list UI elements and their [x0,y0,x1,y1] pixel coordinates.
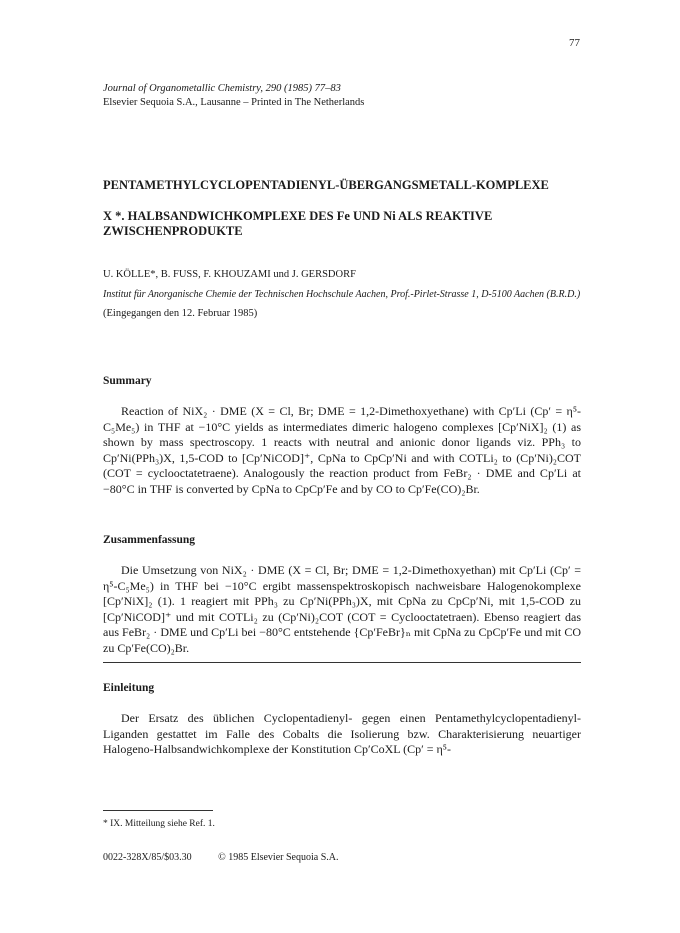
einleitung-text: Der Ersatz des üblichen Cyclopentadienyl- gegen einen Pentamethylcyclopentadienyl-Liganden gestattet im Falle des Cobalts die Isolierung bzw. Charakterisierung neuartiger Halogeno-Halbsandwichkomplexe der Konstitution Cp′CoXL (Cp′ = η⁵- [103,711,581,756]
page-number: 77 [569,37,580,49]
section-divider [103,662,581,663]
journal-line-2: Elsevier Sequoia S.A., Lausanne – Printed in The Netherlands [103,97,365,108]
summary-text: Reaction of NiX₂ · DME (X = Cl, Br; DME = 1,2-Dimethoxyethane) with Cp′Li (Cp′ = η⁵-C₅Me₅) in THF at −10°C yields as intermediates dimeric halogeno complexes [Cp′NiX]₂ (1) as shown by mass spectroscopy. 1 reacts with neutral and anionic donor ligands viz. PPh₃ to Cp′Ni(PPh₃)X, 1,5-COD to [Cp′NiCOD]⁺, CpNa to CpCp′Ni and with COTLi₂ to (Cp′Ni)₂COT (COT = cyclooctatetraene). Analogously the reaction product from FeBr₂ · DME and Cp′Li at −80°C in THF is converted by CpNa to CpCp′Fe and by CO to Cp′Fe(CO)₂Br. [103,404,581,496]
zusammenfassung-text: Die Umsetzung von NiX₂ · DME (X = Cl, Br; DME = 1,2-Dimethoxyethan) mit Cp′Li (Cp′ = η⁵-C₅Me₅) in THF bei −10°C ergibt massenspektroskopisch nachweisbare Halogenokomplexe [Cp′NiX]₂ (1). 1 reagiert mit PPh₃ zu Cp′Ni(PPh₃)X, mit CpNa zu CpCp′Ni, mit 1,5-COD zu [Cp′NiCOD]⁺ und mit COTLi₂ zu (Cp′Ni)₂COT (COT = Cyclooctatetraen). Ebenso reagiert das aus FeBr₂ · DME und Cp′Li bei −80°C entstehende {Cp′FeBr}ₙ mit CpNa zu CpCp′Fe und mit CO zu Cp′Fe(CO)₂Br. [103,563,581,655]
einleitung-text-block [103,711,581,758]
journal-line-1: Journal of Organometallic Chemistry, 290 (1985) 77–83 [103,83,341,94]
title-line-2: X *. HALBSANDWICHKOMPLEXE DES Fe UND Ni ALS REAKTIVE ZWISCHENPRODUKTE [103,209,493,238]
footer [103,852,362,863]
author-list: U. KÖLLE*, B. FUSS, F. KHOUZAMI und J. GERSDORF [103,269,356,280]
affiliation: Institut für Anorganische Chemie der Technischen Hochschule Aachen, Prof.-Pirlet-Strasse 1, D-5100 Aachen (B.R.D.) [103,289,581,300]
footer-code: 0022-328X/85/$03.30 [103,852,192,863]
received-date: (Eingegangen den 12. Februar 1985) [103,308,258,319]
footer-copyright: © 1985 Elsevier Sequoia S.A. [218,852,339,863]
journal-citation [103,82,583,110]
footnote-divider [103,810,213,811]
summary-heading: Summary [103,375,152,387]
summary-text-block [103,404,581,497]
article-title [103,178,603,239]
einleitung-heading: Einleitung [103,682,155,694]
footnote: * IX. Mitteilung siehe Ref. 1. [103,819,215,829]
title-line-1: PENTAMETHYLCYCLOPENTADIENYL-ÜBERGANGSMETALL-KOMPLEXE [103,178,549,192]
zusammenfassung-heading: Zusammenfassung [103,534,196,546]
author-block [103,268,583,321]
zusammenfassung-text-block [103,563,581,656]
